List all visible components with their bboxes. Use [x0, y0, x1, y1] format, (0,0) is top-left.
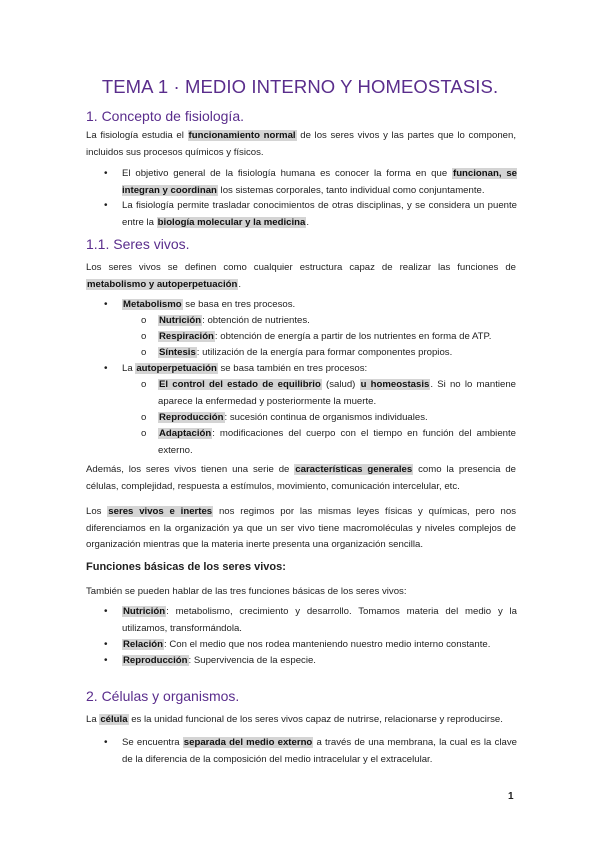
reproduccion-item: Reproducción: sucesión continua de organismos individuales. — [159, 412, 428, 423]
highlight: biología molecular y la medicina — [157, 216, 306, 228]
s2-bullet-1: Se encuentra separada del medio externo a través de una membrana, la cual es la clave de la diferencia de la composición del medio intracelular y el extracelular. — [122, 737, 517, 765]
sintesis-item: Síntesis: utilización de la energía para formar componentes propios. — [159, 347, 453, 358]
respiracion-item: Respiración: obtención de energía a partir de los nutrientes en forma de ATP. — [159, 331, 492, 342]
nutricion-item: Nutrición: obtención de nutrientes. — [159, 315, 310, 326]
funciones-heading: Funciones básicas de los seres vivos: — [86, 561, 286, 573]
s1-bullet-2: La fisiología permite trasladar conocimientos de otras disciplinas, y se considera un puente entre la biología molecular y la medicina. — [122, 200, 517, 228]
s11-paragraph-3: Los seres vivos e inertes nos regimos por las mismas leyes físicas y químicas, pero nos diferenciamos en la organización ya que un ser vivo tiene macromoléculas y niveles complejos de organización mientras que la materia inerte presenta una organización sencilla. — [86, 506, 516, 551]
highlight: Nutrición — [123, 606, 166, 617]
highlight: célula — [100, 714, 128, 725]
bullet-icon: • — [104, 655, 108, 666]
bullet-icon: • — [104, 606, 108, 617]
highlight: seres vivos e inertes — [108, 506, 213, 517]
highlight: funcionamiento normal — [188, 130, 296, 141]
funciones-paragraph: También se pueden hablar de las tres funciones básicas de los seres vivos: — [86, 586, 407, 597]
bullet-icon: • — [104, 737, 108, 748]
funcion-reproduccion: Reproducción: Supervivencia de la especie. — [123, 655, 316, 666]
highlight: Relación — [123, 639, 163, 650]
s11-paragraph: Los seres vivos se definen como cualquier estructura capaz de realizar las funciones de metabolismo y autoperpetuación. — [86, 262, 516, 290]
funcion-nutricion: Nutrición: metabolismo, crecimiento y desarrollo. Tomamos materia del medio y la utilizamos, transformándola. — [122, 606, 517, 634]
page-number: 1 — [508, 791, 514, 802]
bullet-icon: • — [104, 363, 108, 374]
funcion-relacion: Relación: Con el medio que nos rodea manteniendo nuestro medio interno constante. — [123, 639, 491, 650]
s11-paragraph-2: Además, los seres vivos tienen una serie de características generales como la presencia de células, complejidad, respuesta a estímulos, movimiento, comunicación intercelular, etc. — [86, 464, 517, 492]
highlight: autoperpetuación — [136, 363, 217, 374]
highlight: funcionan, se integran y coordinan — [122, 168, 517, 196]
highlight: Respiración — [159, 331, 214, 342]
document-title: TEMA 1 · MEDIO INTERNO Y HOMEOSTASIS. — [101, 76, 499, 97]
bullet-icon: • — [104, 299, 108, 310]
sub-bullet-icon: o — [141, 428, 147, 439]
highlight: El control del estado de equilibrio — [159, 379, 321, 390]
highlight: características generales — [295, 464, 413, 475]
highlight: Reproducción — [159, 412, 224, 423]
bullet-icon: • — [104, 639, 108, 650]
metabolismo-item: Metabolismo se basa en tres procesos. — [123, 299, 296, 310]
sub-bullet-icon: o — [141, 331, 147, 342]
highlight: separada del medio externo — [183, 737, 313, 748]
sub-bullet-icon: o — [141, 379, 147, 390]
control-item: El control del estado de equilibrio (salud) u homeostasis. Si no lo mantiene aparece la enfermedad y posteriormente la muerte. — [158, 379, 516, 407]
sub-bullet-icon: o — [141, 347, 147, 358]
sub-bullet-icon: o — [141, 412, 147, 423]
highlight: u homeostasis — [360, 379, 430, 390]
bullet-icon: • — [104, 168, 108, 179]
highlight: Nutrición — [159, 315, 202, 326]
s2-paragraph: La célula es la unidad funcional de los seres vivos capaz de nutrirse, relacionarse y reproducirse. — [86, 714, 503, 725]
adaptacion-item: Adaptación: modificaciones del cuerpo con el tiempo en función del ambiente externo. — [158, 428, 516, 456]
highlight: Adaptación — [159, 428, 212, 439]
bullet-icon: • — [104, 200, 108, 211]
highlight: Metabolismo — [123, 299, 182, 310]
highlight: Reproducción — [123, 655, 188, 666]
highlight: Síntesis — [159, 347, 196, 358]
highlight: metabolismo y autoperpetuación — [87, 278, 238, 290]
s1-paragraph: La fisiología estudia el funcionamiento normal de los seres vivos y las partes que lo componen, incluidos sus procesos químicos y físicos. — [86, 130, 516, 158]
section-2-heading: 2. Células y organismos. — [86, 688, 240, 704]
s1-bullet-1: El objetivo general de la fisiología humana es conocer la forma en que funcionan, se integran y coordinan los sistemas corporales, tanto individual como conjuntamente. — [122, 168, 517, 196]
sub-bullet-icon: o — [141, 315, 147, 326]
autoperpetuacion-item: La autoperpetuación se basa también en tres procesos: — [122, 363, 368, 374]
section-1-1-heading: 1.1. Seres vivos. — [86, 236, 190, 252]
section-1-heading: 1. Concepto de fisiología. — [86, 108, 244, 124]
